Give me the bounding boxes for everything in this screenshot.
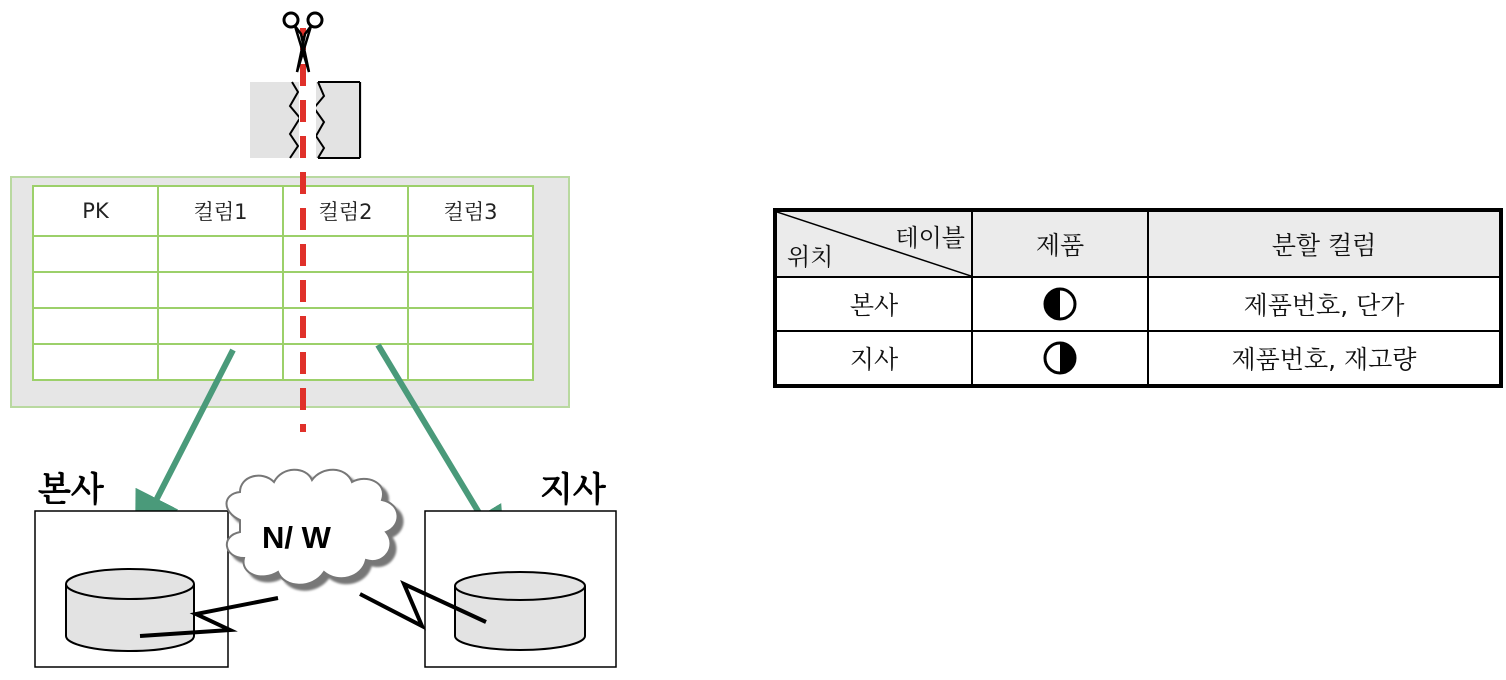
corner-header-cell	[775, 210, 972, 277]
column-2: 컬럼2	[283, 186, 408, 236]
row-symbol-cell	[972, 331, 1148, 386]
row-columns: 제품번호, 재고량	[1148, 331, 1501, 386]
table-header-row	[775, 210, 1501, 277]
fragmentation-summary-table	[773, 208, 1503, 388]
diagram-overlay	[0, 0, 640, 680]
row-symbol-cell	[972, 277, 1148, 331]
corner-label-location: 위치	[787, 243, 834, 271]
database-cylinder-icon	[66, 569, 194, 651]
row-columns: 제품번호, 단가	[1148, 277, 1501, 331]
corner-label-table: 테이블	[895, 224, 965, 252]
right-half-filled-circle-icon	[1042, 340, 1078, 376]
arrow-to-hq	[146, 350, 233, 520]
table-row	[775, 277, 1501, 331]
header-product: 제품	[972, 210, 1148, 277]
hq-label: 본사	[38, 470, 104, 510]
row-location: 지사	[775, 331, 972, 386]
column-3: 컬럼3	[408, 186, 533, 236]
branch-label: 지사	[540, 470, 606, 510]
row-location: 본사	[775, 277, 972, 331]
database-cylinder-icon	[455, 572, 585, 650]
table-row	[775, 331, 1501, 386]
column-pk: PK	[33, 186, 158, 236]
scissors-icon	[284, 13, 322, 72]
network-label: N/ W	[262, 520, 331, 555]
vertical-fragmentation-diagram	[0, 0, 640, 680]
left-half-filled-circle-icon	[1042, 286, 1078, 322]
header-split-columns: 분할 컬럼	[1148, 210, 1501, 277]
column-1: 컬럼1	[158, 186, 283, 236]
